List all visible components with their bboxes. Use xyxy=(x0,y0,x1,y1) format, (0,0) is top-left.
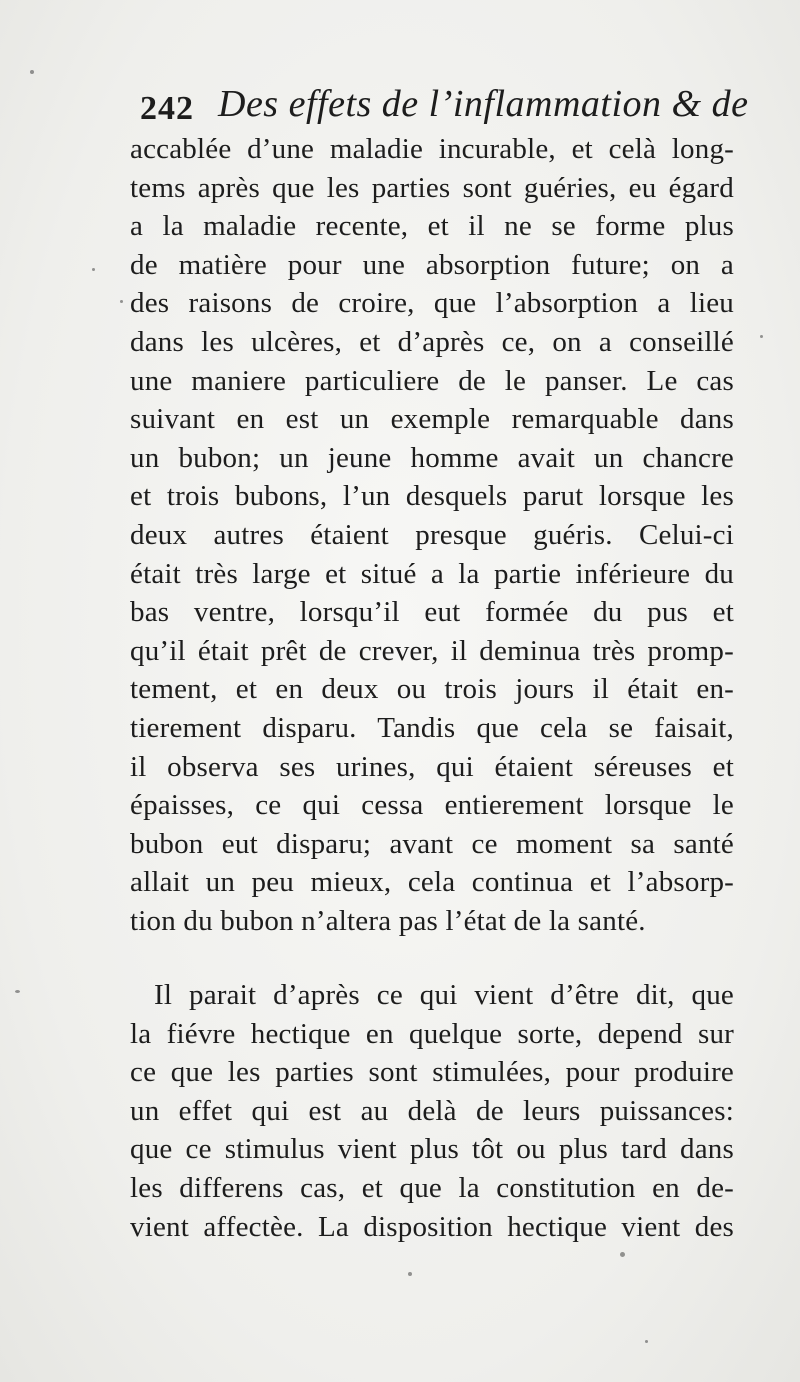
paragraph-2 xyxy=(130,976,734,1246)
text-line: dans les ulcères, et d’après ce, on a conseillé xyxy=(130,325,734,358)
text-line: tierement disparu. Tandis que cela se faisait, xyxy=(130,711,734,744)
ink-speck xyxy=(408,1272,412,1276)
text-line: épaisses, ce qui cessa entierement lorsque le xyxy=(130,789,734,822)
text-line: une maniere particuliere de le panser. Le cas xyxy=(130,364,734,397)
ink-speck xyxy=(15,990,20,993)
text-line: vient affectèe. La disposition hectique vient des xyxy=(130,1210,734,1243)
text-line: un effet qui est au delà de leurs puissances: xyxy=(130,1094,734,1127)
ink-speck xyxy=(645,1340,648,1343)
text-line: Il parait d’après ce qui vient d’être dit, que xyxy=(154,979,734,1011)
text-line: ce que les parties sont stimulées, pour produire xyxy=(130,1056,734,1089)
ink-speck xyxy=(92,268,95,271)
ink-speck xyxy=(620,1252,625,1257)
text-line: tion du bubon n’altera pas l’état de la santé. xyxy=(130,904,646,937)
text-line: que ce stimulus vient plus tôt ou plus tard dans xyxy=(130,1133,734,1166)
paragraph-1 xyxy=(130,130,734,940)
text-line: des raisons de croire, que l’absorption a lieu xyxy=(130,287,734,320)
text-line: un bubon; un jeune homme avait un chancre xyxy=(130,441,734,474)
text-line: et trois bubons, l’un desquels parut lorsque les xyxy=(130,480,734,513)
text-line: tement, et en deux ou trois jours il était en- xyxy=(130,673,734,706)
running-title: Des effets de l’inflammation & de xyxy=(218,83,749,125)
text-line: la fiévre hectique en quelque sorte, depend sur xyxy=(130,1017,734,1050)
text-line: tems après que les parties sont guéries, eu égard xyxy=(130,171,734,204)
text-line: était très large et situé a la partie inférieure du xyxy=(130,557,734,590)
ink-speck xyxy=(760,335,763,338)
text-line: accablée d’une maladie incurable, et celà long- xyxy=(130,133,734,165)
ink-speck xyxy=(30,70,34,74)
text-line: allait un peu mieux, cela continua et l’absorp- xyxy=(130,866,734,899)
text-line: les differens cas, et que la constitution en de- xyxy=(130,1171,734,1204)
page-header xyxy=(140,78,749,134)
text-line: suivant en est un exemple remarquable dans xyxy=(130,403,734,436)
text-line: de matière pour une absorption future; on a xyxy=(130,248,734,281)
text-line: bubon eut disparu; avant ce moment sa santé xyxy=(130,827,734,860)
text-line: deux autres étaient presque guéris. Celui-ci xyxy=(130,518,734,551)
ink-speck xyxy=(120,300,123,303)
text-line: a la maladie recente, et il ne se forme plus xyxy=(130,210,734,243)
text-line: qu’il était prêt de crever, il deminua très promp- xyxy=(130,634,734,667)
text-line: bas ventre, lorsqu’il eut formée du pus et xyxy=(130,596,734,629)
text-line: il observa ses urines, qui étaient séreuses et xyxy=(130,750,734,783)
page-number: 242 xyxy=(140,90,194,127)
